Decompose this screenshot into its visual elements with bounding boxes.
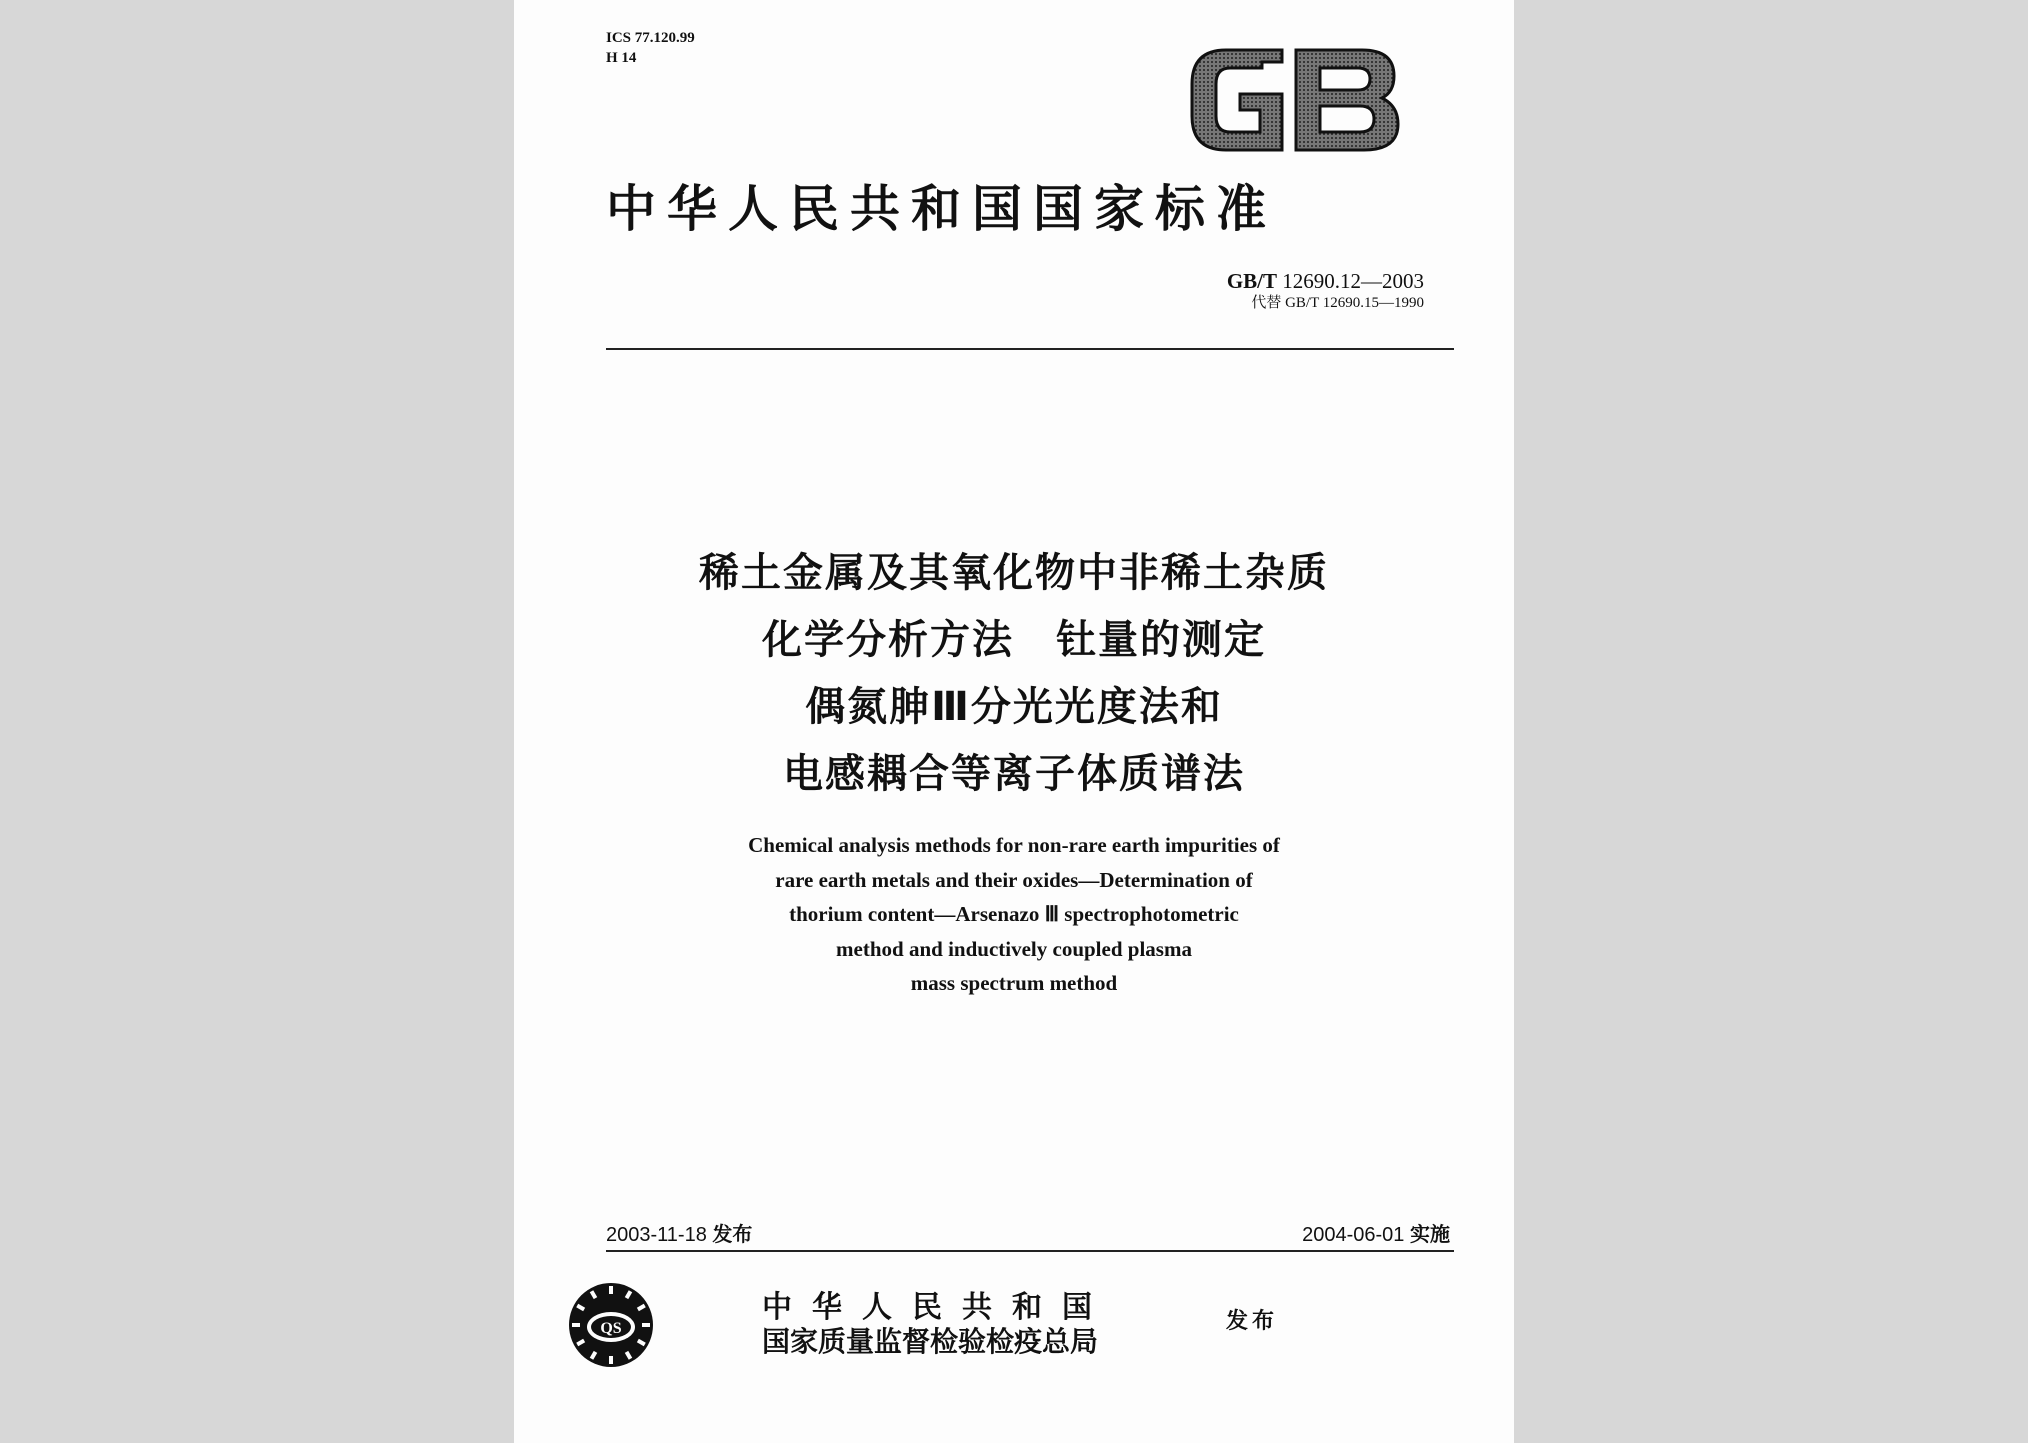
issue-date	[606, 1218, 752, 1247]
replaces-standard: 代替 GB/T 12690.15—1990	[1251, 295, 1424, 311]
chinese-title-line: 电感耦合等离子体质谱法	[783, 751, 1245, 797]
footer-divider	[606, 1250, 1454, 1252]
national-standard-title: 中华人民共和国国家标准	[606, 179, 1277, 238]
standard-cover-page	[514, 0, 1514, 1443]
emblem-text: QS	[600, 1320, 622, 1337]
english-title-line: method and inductively coupled plasma	[836, 936, 1192, 961]
english-title-line: Chemical analysis methods for non-rare earth impurities of	[748, 833, 1280, 857]
implementation-date-label: 实施	[1410, 1222, 1450, 1246]
publisher-country: 中华人民共和国	[762, 1290, 1112, 1325]
issue-date-label: 发布	[712, 1222, 753, 1246]
gb-logo-text: GB	[1186, 44, 1188, 45]
publish-label: 发布	[1226, 1308, 1279, 1334]
standard-number	[1227, 268, 1424, 294]
chinese-title-line: 化学分析方法 钍量的测定	[762, 617, 1266, 663]
gb-logo	[1186, 44, 1404, 156]
chinese-title-line: 偶氮胂Ⅲ分光光度法和	[805, 684, 1223, 730]
ics-code: ICS 77.120.99	[606, 30, 695, 46]
qs-emblem-icon	[566, 1280, 656, 1370]
classification-codes	[606, 28, 695, 68]
issue-date-value: 2003-11-18	[606, 1224, 707, 1246]
publisher-agency: 国家质量监督检验检疫总局	[762, 1325, 1099, 1358]
header-divider	[606, 348, 1454, 350]
english-title-line: rare earth metals and their oxides—Determination of	[775, 867, 1253, 892]
standard-number-value: 12690.12—2003	[1282, 269, 1424, 293]
chinese-title	[514, 540, 1514, 808]
implementation-date-value: 2004-06-01	[1302, 1224, 1405, 1246]
chinese-title-line: 稀土金属及其氧化物中非稀土杂质	[699, 550, 1329, 596]
english-title	[514, 828, 1514, 1001]
implementation-date	[1302, 1218, 1450, 1247]
english-title-line: mass spectrum method	[910, 971, 1118, 995]
english-title-line: thorium content—Arsenazo Ⅲ spectrophotometric	[789, 902, 1239, 926]
ccs-code: H 14	[606, 50, 637, 66]
standard-number-prefix: GB/T	[1226, 269, 1277, 293]
